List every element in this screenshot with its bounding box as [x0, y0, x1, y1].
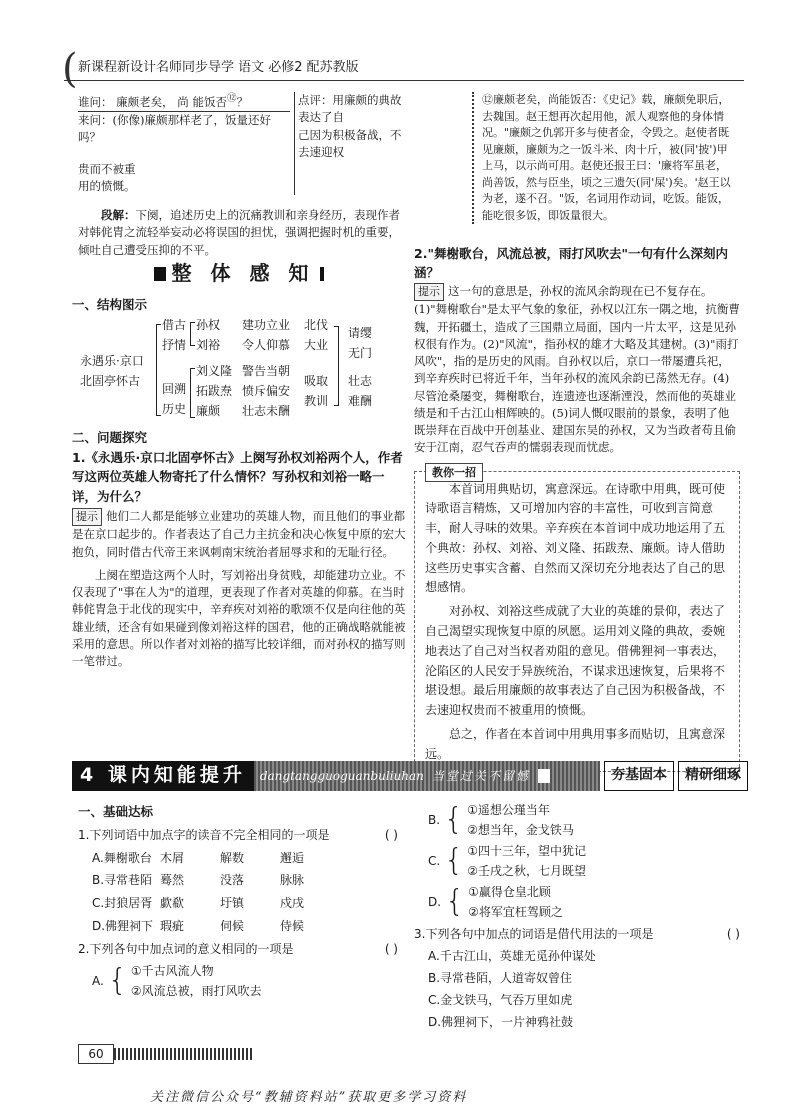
brace-icon: { — [444, 802, 464, 838]
inquiry-heading: 二、问题探究 — [72, 430, 148, 446]
question-2: 2."舞榭歌台，风流总被，雨打风吹去"一句有什么深刻内涵？ — [414, 246, 728, 281]
annotation-label: 谁问： — [78, 94, 113, 109]
q1-option-b: B.寻常巷陌 蓦然 没落 脉脉 — [92, 873, 305, 888]
tip-box-para-3: 总之，作者在本首词中用典用事多而贴切，且寓意深远。 — [425, 727, 726, 761]
q1-option-c: C.封狼居胥 歔欷 圩镇 戍戌 — [92, 896, 305, 911]
q3-option-b: B.寻常巷陌，人道寄奴曾住 — [428, 970, 573, 985]
q2-option-a: A. { ①千古风流人物 ②风流总被，雨打风吹去 — [92, 962, 262, 998]
footnote-12: ⑫廉颇老矣，尚能饭否：《史记》载，廉颇免职后，去魏国。赵王想再次起用他，派人观察他的身体情况。"廉颇之仇郭开多与使者金，令毁之。赵使者既见廉颇，廉颇为之一饭斗米、肉十斤，被(同'披')甲上马，以示尚可用。赵使还报王曰：'廉将军虽老，尚善饭，然与臣坐，顷之三遗矢(同'屎')矣。'赵王以为老，遂不召。"饭，名词用作动词，吃饭。能饭，能吃很多饭，即饭量很大。 — [472, 92, 734, 224]
band-tag-2: 精研细琢 — [678, 761, 748, 791]
page-number: 60 — [78, 1044, 114, 1064]
q3-option-c: C.金戈铁马，气吞万里如虎 — [428, 993, 573, 1008]
bar-icon — [320, 267, 324, 281]
section-band — [72, 761, 748, 791]
structure-diagram: 永遇乐·京口 北固亭怀古 借古 抒情 回溯 历史 孙权 刘裕 刘义隆 拓跋焘 廉颇 建功立业 令人仰慕 警告当朝 愤斥偏安 壮志未酬 北伐 大业 吸取 教训 请缨 无门 壮志 难酬 — [80, 318, 373, 419]
tip-box-tag: 教你一招 — [425, 463, 483, 482]
footer-note: 关注微信公众号“教辅资料站”获取更多学习资料 — [150, 1090, 468, 1105]
square-bullet-icon — [538, 769, 550, 783]
overview-title: 整 体 感 知 — [72, 258, 406, 289]
brace-icon: { — [445, 883, 465, 919]
band-slogan: dangtangguoguanbuliuhan 当堂过关不留憾 — [254, 761, 600, 791]
header-decoration: ( — [62, 46, 78, 92]
structure-heading: 一、结构图示 — [72, 297, 148, 312]
q2-option-d: D. { ①赢得仓皇北顾 ②将军宜枉驾顾之 — [428, 883, 563, 919]
q2-option-c: C. { ①四十三年，望中犹记 ②壬戌之秋，七月既望 — [428, 843, 587, 879]
annotation-quote: 廉颇老矣， 尚 能饭否 — [116, 94, 227, 109]
band-tag-1: 夯基固本 — [604, 761, 674, 791]
q1-option-a: A.舞榭歌台 木屑 解数 邂逅 — [92, 850, 305, 865]
q3-options — [428, 945, 740, 1034]
answer-1-part-1: 提示 他们二人都是能够立业建功的英雄人物，而且他们的事业都是在京口起步的。作者表达了自己力主抗金和决心恢复中原的宏大抱负，同时借古代帝王来讽刺南宋统治者屈辱求和的无耻行径。 — [72, 508, 406, 559]
exercise-question-2: 2.下列各句中加点词的意义相同的一项是 ( ) — [78, 941, 398, 956]
exercise-left — [78, 800, 398, 1001]
square-bullet-icon — [154, 267, 166, 281]
q2-option-b: B. { ①遥想公瑾当年 ②想当年，金戈铁马 — [428, 802, 574, 838]
exercise-question-1: 1.下列词语中加点字的读音不完全相同的一项是 ( ) — [78, 827, 398, 842]
q3-option-d: D.佛狸祠下，一片神鸦社鼓 — [428, 1015, 574, 1030]
brace-icon: { — [107, 962, 127, 998]
annotation-comment: 点评：用廉颇的典故表达了自 — [298, 93, 402, 125]
question-1: 1.《永遇乐·京口北固亭怀古》上阕写孙权刘裕两个人，作者写这两位英雄人物寄托了什么情怀？写孙权和刘裕一略一详，为什么？ — [72, 449, 403, 504]
brace-icon: { — [444, 843, 464, 879]
right-column — [414, 244, 740, 772]
tip-box-para-2: 对孙权、刘裕这些成就了大业的英雄的景仰，表达了自己渴望实现恢复中原的夙愿。运用刘义隆的典故，委婉地表达了自己对当权者劝阻的意见。借佛狸祠一事表达，沦陷区的人民安于异族统治，不谋求迅速恢复，后果将不堪设想。最后用廉颇的故事表达了自己因为积极备战，不去速迎权贵而不被重用的愤慨。 — [425, 604, 726, 718]
paragraph-analysis: 段解：下阕，追述历史上的沉痛教训和亲身经历，表现作者对韩侂胄之流轻举妄动必将误国的担忧，强调把握时机的重要，倾吐自己遭受压抑的不平。 — [78, 208, 400, 257]
page-header: 新课程新设计名师同步导学 语文 必修2 配苏教版 — [78, 60, 359, 75]
answer-2: 提示 这一句的意思是，孙权的流风余韵现在已不复存在。(1)"舞榭歌台"是太平气象的象征，孙权以江东一隅之地，抗衡曹魏，开拓疆土，造成了三国鼎立局面，国内一片太平，这是见孙权很有作为。(2)"风流"，指孙权的雄才大略及其建树。(3)"雨打风吹"，指的是历史的风雨。自孙权以后，京口一带屡遭兵祀，到辛弃疾时已将近千年，当年孙权的流风余韵已荡然无存。(4)尽管沧桑屡变，舞榭歌台，连遗迹也逐渐湮没，然而他的英雄业绩是和千古江山相辉映的。(5)词人慨叹眼前的景象，表明了他既崇拜在百战中开创基业、建国东吴的孙权，又为当政者苟且偷安于江南，忍气吞声的懦弱表现而忧虑。 — [414, 283, 740, 455]
annotation-translation: 来问：(你像)廉颇那样老了，饭量还好吗？ — [78, 113, 271, 145]
tree-root-2: 北固亭怀古 — [80, 374, 141, 389]
answer-1-part-2: 上阕在塑造这两个人时，写刘裕出身贫贱，却能建功立业。不仅表现了"事在人为"的道理，更表现了作者对英雄的仰慕。在当时韩侂胄急于北伐的现实中，辛弃疾对刘裕的歌颂不仅是向往他的英雄业绩，还含有如果碰到像刘裕这样的国君，他的正确战略就能被采用的意思。所以作者对刘裕的描写比较详细，而对孙权的描写则一笔带过。 — [72, 567, 406, 669]
basic-heading: 一、基础达标 — [78, 804, 154, 819]
overview-section — [72, 252, 406, 670]
footnote-marker: ⑫ — [226, 93, 237, 104]
footer-pattern — [114, 1048, 254, 1060]
tip-box — [414, 465, 740, 772]
q1-option-d: D.佛狸祠下 瑕疵 伺候 侍候 — [92, 918, 305, 933]
exercise-question-3: 3.下列各句中加点的词语是借代用法的一项是 ( ) — [414, 927, 740, 942]
exercise-right — [414, 800, 740, 1033]
top-left-annotation: 谁问： 廉颇老矣， 尚 能饭否⑫？ 来问：(你像)廉颇那样老了，饭量还好吗？ 贵而不被重 用的愤慨。 点评：用廉颇的典故表达了自 己因为积极备战，不去速迎权 段解：下阕，追述历史上的沉痛教训和亲身经历，表现作者对韩侂胄之流轻举妄动必将误国的担忧，强调把握时机的重要，倾吐自己遭受压抑的不平。 — [78, 92, 410, 259]
header-rule — [64, 80, 744, 81]
band-title: 4 课内知能提升 — [72, 761, 254, 791]
tip-badge: 提示 — [414, 283, 444, 302]
tree-root-1: 永遇乐·京口 — [80, 354, 144, 369]
tip-badge: 提示 — [72, 508, 102, 527]
tree-bracket — [156, 324, 161, 416]
q3-option-a: A.千古江山，英雄无觅孙仲谋处 — [428, 948, 596, 963]
tip-box-para-1: 本首词用典贴切，寓意深远。在诗歌中用典，既可使诗歌语言精炼，又可增加内容的丰富性，可收到言简意丰，耐人寻味的效果。辛弃疾在本首词中成功地运用了五个典故：孙权、刘裕、刘义隆、拓跋焘、廉颇。诗人借助这些历史事实含蓄、自然而又深切充分地表达了自己的思想感情。 — [425, 481, 726, 595]
